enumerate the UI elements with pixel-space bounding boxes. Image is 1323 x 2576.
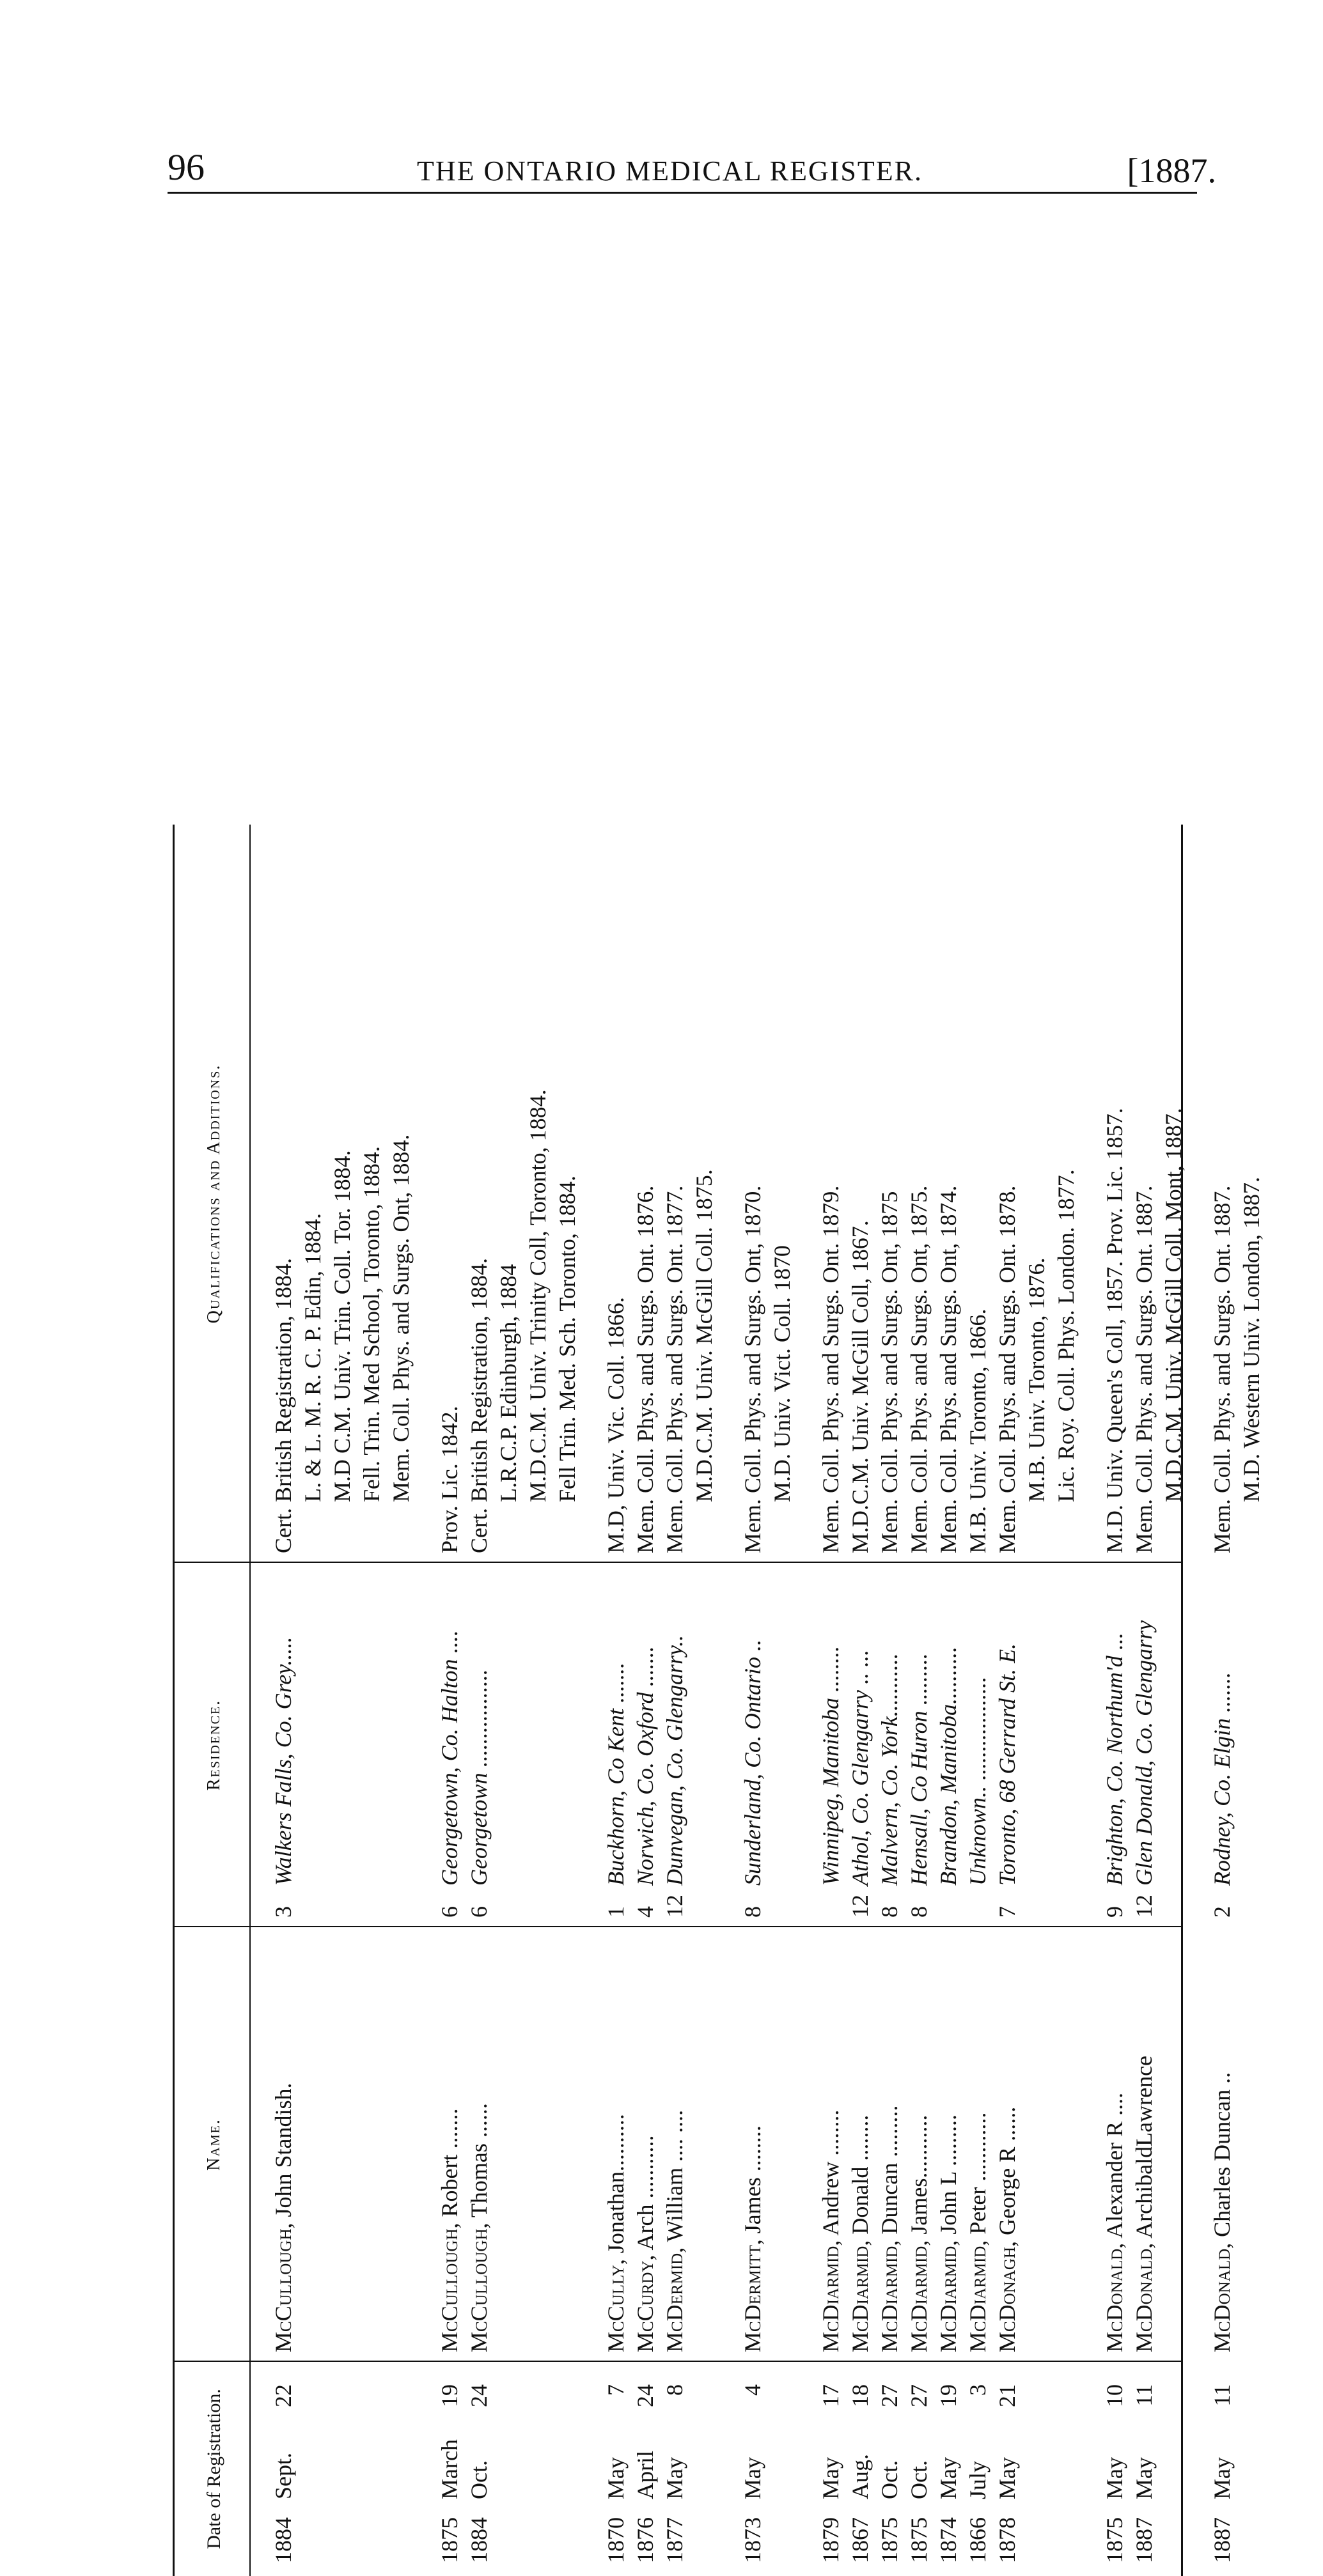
registration-date bbox=[963, 2371, 992, 2563]
residence bbox=[963, 1572, 992, 1918]
registration-month: April bbox=[632, 2451, 658, 2499]
surname: McDonald, bbox=[1209, 2242, 1235, 2352]
registration-date bbox=[875, 2371, 904, 2563]
practitioner-name bbox=[1207, 1937, 1237, 2352]
registration-month: July bbox=[965, 2460, 990, 2499]
division-number: 12 bbox=[662, 1895, 687, 1918]
registration-day: 21 bbox=[994, 2384, 1020, 2407]
registration-month: Oct. bbox=[877, 2460, 902, 2499]
division-number: 12 bbox=[847, 1895, 873, 1918]
qualification-line: Mem. Coll. Phys. and Surgs. Ont, 1870. bbox=[740, 1185, 765, 1553]
qualifications bbox=[845, 831, 875, 1553]
practitioner-name bbox=[1100, 1937, 1129, 2352]
qualifications bbox=[904, 831, 934, 1553]
residence-text: Brighton, Co. Northum'd ... bbox=[1102, 1633, 1127, 1886]
practitioner-name bbox=[435, 1937, 464, 2352]
registration-month: Oct. bbox=[466, 2460, 492, 2499]
registration-year: 1887 bbox=[1209, 2517, 1235, 2563]
column-header-residence: Residence. bbox=[204, 1699, 224, 1791]
practitioner-name bbox=[934, 1937, 963, 2352]
surname: McCurdy, bbox=[632, 2254, 658, 2352]
registration-day: 11 bbox=[1131, 2384, 1157, 2407]
practitioner-name bbox=[992, 1937, 1022, 2352]
surname: McDiarmid, bbox=[906, 2240, 932, 2352]
division-number: 1 bbox=[603, 1906, 629, 1918]
qualifications bbox=[269, 831, 416, 1553]
qualification-line: M.D.C.M. Univ. McGill Coll. Mont, 1887. bbox=[1161, 1108, 1186, 1502]
given-name: Jonathan.......... bbox=[603, 2114, 629, 2254]
registration-year: 1875 bbox=[877, 2517, 902, 2563]
surname: McDiarmid, bbox=[965, 2240, 990, 2352]
residence-text: Buckhorn, Co Kent ....... bbox=[603, 1663, 629, 1886]
registration-month: May bbox=[603, 2457, 629, 2499]
registration-month: May bbox=[662, 2457, 687, 2499]
division-number: 8 bbox=[740, 1906, 765, 1918]
qualifications bbox=[1129, 831, 1188, 1553]
qualification-line: L. & L. M. R. C. P. Edin, 1884. bbox=[300, 1213, 325, 1502]
residence bbox=[904, 1572, 934, 1918]
qualification-line: Mem. Coll. Phys. and Surgs. Ont. 1878. bbox=[994, 1185, 1020, 1553]
registration-day: 27 bbox=[906, 2384, 932, 2407]
residence bbox=[845, 1572, 875, 1918]
registration-date bbox=[992, 2371, 1022, 2563]
registration-date bbox=[660, 2371, 689, 2563]
division-number: 6 bbox=[466, 1906, 492, 1918]
qualification-line: Mem. Coll. Phys. and Surgs. Ont, 1875 bbox=[877, 1191, 902, 1553]
registration-year: 1887 bbox=[1131, 2517, 1157, 2563]
registration-date bbox=[601, 2371, 630, 2563]
residence-text: Unknown.. .................. bbox=[965, 1677, 990, 1886]
given-name: James ........ bbox=[740, 2125, 765, 2234]
given-name: Thomas ...... bbox=[466, 2103, 492, 2218]
qualifications bbox=[875, 831, 904, 1553]
division-number: 9 bbox=[1102, 1906, 1127, 1918]
table-head-rule bbox=[249, 825, 251, 2576]
given-name: George R ...... bbox=[994, 2106, 1020, 2236]
surname: McDonald, bbox=[1131, 2242, 1157, 2352]
registration-month: May bbox=[1102, 2457, 1127, 2499]
surname: McDiarmid, bbox=[935, 2240, 961, 2352]
practitioner-name bbox=[963, 1937, 992, 2352]
registration-day: 3 bbox=[965, 2384, 990, 2396]
given-name: Donald ........ bbox=[847, 2114, 873, 2235]
given-name: Duncan ......... bbox=[877, 2105, 902, 2235]
registration-year: 1884 bbox=[270, 2517, 296, 2563]
registration-month: May bbox=[1209, 2457, 1235, 2499]
registration-day: 22 bbox=[270, 2384, 296, 2407]
column-divider bbox=[173, 1926, 1183, 1927]
qualification-line: M.D. Western Univ. London, 1887. bbox=[1239, 1176, 1264, 1502]
page-number: 96 bbox=[168, 146, 205, 188]
qualification-line: L.R.C.P. Edinburgh, 1884 bbox=[496, 1264, 521, 1502]
registration-year: 1875 bbox=[1102, 2517, 1127, 2563]
registration-date bbox=[845, 2371, 875, 2563]
registration-date bbox=[904, 2371, 934, 2563]
residence-text: Toronto, 68 Gerrard St. E. bbox=[994, 1643, 1020, 1886]
registration-date bbox=[1100, 2371, 1129, 2563]
qualifications bbox=[738, 831, 797, 1553]
registration-day: 4 bbox=[740, 2384, 765, 2396]
surname: McDonagh, bbox=[994, 2241, 1020, 2352]
practitioner-name bbox=[630, 1937, 660, 2352]
qualifications bbox=[660, 831, 719, 1553]
column-header-date: Date of Registration. bbox=[203, 2389, 224, 2549]
given-name: Charles Duncan .. bbox=[1209, 2072, 1235, 2237]
registration-month: Oct. bbox=[906, 2460, 932, 2499]
registration-year: 1870 bbox=[603, 2517, 629, 2563]
qualifications bbox=[992, 831, 1081, 1553]
residence bbox=[934, 1572, 963, 1918]
qualification-line: Fell Trin. Med. Sch. Toronto, 1884. bbox=[554, 1175, 580, 1502]
residence bbox=[1100, 1572, 1129, 1918]
residence bbox=[601, 1572, 630, 1918]
practitioner-name bbox=[904, 1937, 934, 2352]
registration-day: 19 bbox=[437, 2384, 462, 2407]
surname: McCullough, bbox=[466, 2223, 492, 2352]
surname: McDiarmid, bbox=[818, 2240, 843, 2352]
given-name: James........... bbox=[906, 2114, 932, 2235]
registration-date bbox=[269, 2371, 298, 2563]
residence-text: Sunderland, Co. Ontario .. bbox=[740, 1639, 765, 1886]
given-name: John L ......... bbox=[935, 2114, 961, 2235]
given-name: William .... .... bbox=[662, 2109, 687, 2242]
surname: McDermid, bbox=[662, 2247, 687, 2352]
residence bbox=[1129, 1572, 1159, 1918]
registration-date bbox=[738, 2371, 767, 2563]
residence bbox=[738, 1572, 767, 1918]
registration-date bbox=[464, 2371, 494, 2563]
qualification-line: M.B. Univ. Toronto, 1876. bbox=[1024, 1257, 1049, 1502]
practitioner-name bbox=[269, 1937, 298, 2352]
given-name: Andrew ........ bbox=[818, 2109, 843, 2236]
registration-year: 1876 bbox=[632, 2517, 658, 2563]
residence bbox=[464, 1572, 494, 1918]
residence-text: Rodney, Co. Elgin ....... bbox=[1209, 1672, 1235, 1886]
qualification-line: Lic. Roy. Coll. Phys. London. 1877. bbox=[1053, 1169, 1079, 1502]
qualification-line: Cert. British Registration, 1884. bbox=[466, 1258, 492, 1553]
division-number: 12 bbox=[1131, 1895, 1157, 1918]
qualifications bbox=[435, 831, 464, 1553]
qualification-line: Mem. Coll. Phys. and Surgs. Ont, 1875. bbox=[906, 1185, 932, 1553]
registration-year: 1866 bbox=[965, 2517, 990, 2563]
surname: McDermitt, bbox=[740, 2239, 765, 2352]
page-year: [1887. bbox=[1127, 151, 1216, 190]
registration-day: 24 bbox=[632, 2384, 658, 2407]
registration-year: 1877 bbox=[662, 2517, 687, 2563]
column-divider bbox=[173, 2361, 1183, 2362]
registration-day: 19 bbox=[935, 2384, 961, 2407]
surname: McCullough, bbox=[437, 2223, 462, 2352]
column-header-name: Name. bbox=[204, 2118, 224, 2171]
residence-text: Brandon, Manitoba.......... bbox=[935, 1647, 961, 1886]
practitioner-name bbox=[875, 1937, 904, 2352]
registration-month: Sept. bbox=[270, 2452, 296, 2499]
registration-month: May bbox=[1131, 2457, 1157, 2499]
page-header bbox=[168, 146, 1216, 190]
qualification-line: Mem. Coll. Phys. and Surgs. Ont. 1877. bbox=[662, 1185, 687, 1553]
residence-text: Dunvegan, Co. Glengarry.. bbox=[662, 1635, 687, 1886]
table-top-rule bbox=[173, 825, 175, 2576]
qualification-line: M.B. Univ. Toronto, 1866. bbox=[965, 1308, 990, 1553]
residence bbox=[269, 1572, 298, 1918]
registration-month: May bbox=[818, 2457, 843, 2499]
registration-date bbox=[630, 2371, 660, 2563]
qualification-line: M.D.C.M. Univ. Trinity Coll, Toronto, 1884. bbox=[525, 1089, 551, 1502]
qualifications bbox=[630, 831, 660, 1553]
residence-text: Winnipeg, Manitoba ........ bbox=[818, 1646, 843, 1886]
residence-text: Hensall, Co Huron ......... bbox=[906, 1653, 932, 1886]
division-number: 8 bbox=[906, 1906, 932, 1918]
given-name: ArchibaldLawrence bbox=[1131, 2055, 1157, 2238]
residence bbox=[816, 1572, 845, 1918]
division-number: 3 bbox=[270, 1906, 296, 1918]
registration-year: 1875 bbox=[906, 2517, 932, 2563]
residence bbox=[630, 1572, 660, 1918]
qualification-line: M.D. Univ. Vict. Coll. 1870 bbox=[769, 1245, 795, 1502]
qualifications bbox=[1207, 831, 1266, 1553]
given-name: Robert ....... bbox=[437, 2108, 462, 2217]
practitioner-name bbox=[738, 1937, 767, 2352]
registration-date bbox=[934, 2371, 963, 2563]
qualification-line: Mem. Coll. Phys. and Surgs. Ont, 1884. bbox=[388, 1134, 414, 1502]
residence bbox=[660, 1572, 689, 1918]
qualification-line: M.D. Univ. Queen's Coll, 1857. Prov. Lic. 1857. bbox=[1102, 1108, 1127, 1553]
residence-text: Georgetown ................. bbox=[466, 1669, 492, 1886]
practitioner-name bbox=[601, 1937, 630, 2352]
qualifications bbox=[1100, 831, 1129, 1553]
qualification-line: M.D.C.M. Univ. McGill Coll. 1875. bbox=[691, 1169, 717, 1502]
page-title: THE ONTARIO MEDICAL REGISTER. bbox=[417, 155, 923, 187]
practitioner-name bbox=[845, 1937, 875, 2352]
practitioner-name bbox=[816, 1937, 845, 2352]
residence-text: Malvern, Co. York........... bbox=[877, 1653, 902, 1886]
registration-month: Aug. bbox=[847, 2454, 873, 2499]
given-name: John Standish. bbox=[270, 2083, 296, 2217]
surname: McDiarmid, bbox=[847, 2240, 873, 2352]
registration-day: 24 bbox=[466, 2384, 492, 2407]
registration-day: 8 bbox=[662, 2384, 687, 2396]
surname: McCullough, bbox=[270, 2223, 296, 2352]
registration-month: May bbox=[740, 2457, 765, 2499]
registration-month: May bbox=[935, 2457, 961, 2499]
residence bbox=[1207, 1572, 1237, 1918]
residence-text: Norwich, Co. Oxford ....... bbox=[632, 1646, 658, 1886]
residence bbox=[992, 1572, 1022, 1918]
registration-day: 7 bbox=[603, 2384, 629, 2396]
column-header-qualifications: Qualifications and Additions. bbox=[204, 1064, 224, 1324]
registration-date bbox=[816, 2371, 845, 2563]
residence bbox=[435, 1572, 464, 1918]
registration-year: 1874 bbox=[935, 2517, 961, 2563]
registration-year: 1873 bbox=[740, 2517, 765, 2563]
registration-date bbox=[435, 2371, 464, 2563]
given-name: Alexander R .... bbox=[1102, 2092, 1127, 2238]
registration-day: 18 bbox=[847, 2384, 873, 2407]
given-name: Peter ............ bbox=[965, 2112, 990, 2235]
qualification-line: Mem. Coll. Phys. and Surgs. Ont. 1879. bbox=[818, 1185, 843, 1553]
qualification-line: Mem. Coll. Phys. and Surgs. Ont. 1887. bbox=[1209, 1185, 1235, 1553]
registration-day: 11 bbox=[1209, 2384, 1235, 2407]
registration-year: 1878 bbox=[994, 2517, 1020, 2563]
registration-day: 27 bbox=[877, 2384, 902, 2407]
division-number: 6 bbox=[437, 1906, 462, 1918]
registration-date bbox=[1129, 2371, 1159, 2563]
residence-text: Athol, Co. Glengarry .. ... bbox=[847, 1650, 873, 1886]
given-name: Arch ........... bbox=[632, 2135, 658, 2251]
surname: McCully, bbox=[603, 2259, 629, 2352]
register-table bbox=[173, 825, 1264, 2576]
registration-month: March bbox=[437, 2439, 462, 2499]
registration-year: 1867 bbox=[847, 2517, 873, 2563]
residence-text: Georgetown, Co. Halton .... bbox=[437, 1630, 462, 1886]
division-number: 7 bbox=[994, 1906, 1020, 1918]
registration-month: May bbox=[994, 2457, 1020, 2499]
qualifications bbox=[601, 831, 630, 1553]
residence bbox=[875, 1572, 904, 1918]
qualification-line: Cert. British Registration, 1884. bbox=[270, 1258, 296, 1553]
registration-year: 1884 bbox=[466, 2517, 492, 2563]
qualification-line: Mem. Coll. Phys. and Surgs. Ont. 1876. bbox=[632, 1185, 658, 1553]
residence-text: Walkers Falls, Co. Grey..... bbox=[270, 1636, 296, 1886]
registration-year: 1875 bbox=[437, 2517, 462, 2563]
division-number: 8 bbox=[877, 1906, 902, 1918]
qualification-line: Fell. Trin. Med School, Toronto, 1884. bbox=[359, 1146, 384, 1502]
residence-text: Glen Donald, Co. Glengarry bbox=[1131, 1620, 1157, 1886]
qualifications bbox=[963, 831, 992, 1553]
registration-day: 10 bbox=[1102, 2384, 1127, 2407]
surname: McDiarmid, bbox=[877, 2240, 902, 2352]
column-divider bbox=[173, 1562, 1183, 1563]
practitioner-name bbox=[660, 1937, 689, 2352]
division-number: 2 bbox=[1209, 1906, 1235, 1918]
header-rule bbox=[168, 192, 1197, 194]
qualification-line: M.D C.M. Univ. Trin. Coll. Tor. 1884. bbox=[329, 1150, 355, 1502]
qualifications bbox=[934, 831, 963, 1553]
surname: McDonald, bbox=[1102, 2242, 1127, 2352]
qualification-line: Prov. Lic. 1842. bbox=[437, 1406, 462, 1553]
qualification-line: M.D.C.M. Univ. McGill Coll, 1867. bbox=[847, 1220, 873, 1553]
registration-day: 17 bbox=[818, 2384, 843, 2407]
division-number: 4 bbox=[632, 1906, 658, 1918]
practitioner-name bbox=[464, 1937, 494, 2352]
qualification-line: Mem. Coll. Phys. and Surgs. Ont. 1887. bbox=[1131, 1185, 1157, 1553]
qualification-line: Mem. Coll. Phys. and Surgs. Ont, 1874. bbox=[935, 1185, 961, 1553]
qualification-line: M.D, Univ. Vic. Coll. 1866. bbox=[603, 1297, 629, 1553]
qualifications bbox=[464, 831, 582, 1553]
practitioner-name bbox=[1129, 1937, 1159, 2352]
registration-year: 1879 bbox=[818, 2517, 843, 2563]
qualifications bbox=[816, 831, 845, 1553]
registration-date bbox=[1207, 2371, 1237, 2563]
